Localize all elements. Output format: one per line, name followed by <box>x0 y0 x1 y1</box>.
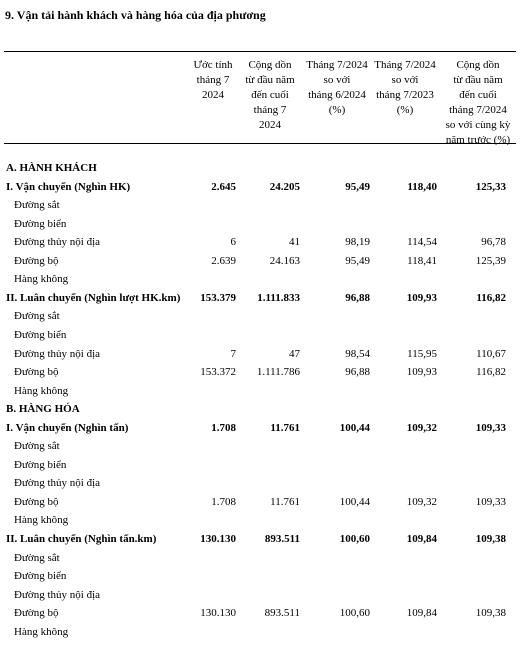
table-row <box>0 236 522 254</box>
group-label: I. Vận chuyển (Nghìn HK) <box>6 180 131 193</box>
column-header-3 <box>304 58 370 118</box>
table-row <box>0 552 522 570</box>
table-row <box>0 496 522 514</box>
table-row <box>0 181 522 199</box>
table-row <box>0 162 522 180</box>
cell-value: 109,84 <box>406 607 437 620</box>
row-label: Đường sắt <box>14 440 60 453</box>
cell-value: 114,54 <box>407 236 437 249</box>
cell-value: 109,38 <box>475 533 506 545</box>
cell-value: 1.111.833 <box>257 291 300 304</box>
column-header-line: đến cuối <box>251 89 289 101</box>
cell-value: 110,67 <box>476 347 506 360</box>
table-row <box>0 310 522 328</box>
table-row <box>0 607 522 625</box>
column-header-line: từ đầu năm <box>453 74 503 86</box>
column-header-2 <box>236 58 304 133</box>
cell-value: 118,40 <box>407 180 437 193</box>
cell-value: 24.163 <box>269 254 300 267</box>
table-row <box>0 589 522 607</box>
row-label: Đường thủy nội địa <box>14 588 101 601</box>
row-label: Đường biển <box>14 328 67 341</box>
row-label: Đường sắt <box>14 199 60 212</box>
table-row <box>0 403 522 421</box>
cell-value: 130.130 <box>200 607 236 620</box>
column-header-line: Ước tính <box>193 59 233 71</box>
cell-value: 1.708 <box>211 495 236 508</box>
column-header-line: so với <box>391 74 419 86</box>
column-header-line: tháng 7/2024 <box>449 104 507 116</box>
cell-value: 153.372 <box>200 366 236 379</box>
table-row <box>0 292 522 310</box>
row-label: Đường bộ <box>14 495 59 508</box>
section-heading: A. HÀNH KHÁCH <box>6 162 97 174</box>
column-header-line: 2024 <box>259 119 281 131</box>
cell-value: 893.511 <box>264 607 300 620</box>
column-header-line: tháng 7 <box>196 74 230 86</box>
column-header-line: (%) <box>328 104 346 116</box>
cell-value: 893.511 <box>264 533 300 545</box>
table-row <box>0 459 522 477</box>
group-label: II. Luân chuyển (Nghìn tấn.km) <box>6 533 157 545</box>
column-header-line: Tháng 7/2024 <box>374 59 436 71</box>
column-header-4 <box>371 58 439 118</box>
cell-value: 7 <box>230 347 236 360</box>
cell-value: 41 <box>289 236 300 249</box>
cell-value: 125,33 <box>475 180 506 193</box>
cell-value: 11.761 <box>270 495 300 508</box>
row-label: Đường biển <box>14 217 67 230</box>
cell-value: 109,33 <box>475 421 506 434</box>
cell-value: 100,44 <box>339 495 370 508</box>
cell-value: 96,78 <box>481 236 506 249</box>
cell-value: 47 <box>289 347 300 360</box>
cell-value: 109,38 <box>475 607 506 620</box>
column-header-line: Cộng dồn <box>248 59 292 71</box>
cell-value: 6 <box>230 236 236 249</box>
cell-value: 2.639 <box>211 254 236 267</box>
column-header-line: đến cuối <box>459 89 497 101</box>
cell-value: 11.761 <box>270 421 300 434</box>
cell-value: 130.130 <box>200 533 236 545</box>
row-label: Đường sắt <box>14 310 60 323</box>
page-title: 9. Vận tải hành khách và hàng hóa của địa phương <box>5 8 266 22</box>
column-header-line: Cộng dồn <box>456 59 500 71</box>
cell-value: 116,82 <box>476 291 506 304</box>
table-row <box>0 329 522 347</box>
cell-value: 118,41 <box>407 254 437 267</box>
row-label: Hàng không <box>14 514 69 527</box>
table-row <box>0 477 522 495</box>
table-row <box>0 422 522 440</box>
section-heading: B. HÀNG HÓA <box>6 403 80 416</box>
cell-value: 24.205 <box>269 180 300 193</box>
cell-value: 1.111.786 <box>256 366 300 379</box>
table-row <box>0 255 522 273</box>
column-header-line: tháng 7/2023 <box>376 89 434 101</box>
table-row <box>0 440 522 458</box>
table-row <box>0 348 522 366</box>
cell-value: 96,88 <box>345 366 370 379</box>
cell-value: 109,93 <box>406 366 437 379</box>
row-label: Đường bộ <box>14 254 59 267</box>
row-label: Đường bộ <box>14 607 59 620</box>
cell-value: 115,95 <box>407 347 437 360</box>
column-header-line: so với <box>323 74 351 86</box>
cell-value: 109,33 <box>475 495 506 508</box>
cell-value: 1.708 <box>211 421 236 434</box>
column-header-line: (%) <box>396 104 414 116</box>
table-row <box>0 199 522 217</box>
table-row <box>0 514 522 532</box>
cell-value: 109,32 <box>406 421 437 434</box>
cell-value: 109,32 <box>406 495 437 508</box>
table-row <box>0 385 522 403</box>
row-label: Đường thủy nội địa <box>14 347 101 360</box>
column-header-line: Tháng 7/2024 <box>306 59 368 71</box>
cell-value: 100,60 <box>339 607 370 620</box>
cell-value: 98,54 <box>345 347 370 360</box>
row-label: Hàng không <box>14 625 69 638</box>
table-row <box>0 218 522 236</box>
table-top-rule <box>4 51 516 52</box>
row-label: Đường sắt <box>14 551 60 564</box>
table-row <box>0 626 522 644</box>
cell-value: 96,88 <box>345 291 370 304</box>
cell-value: 95,49 <box>345 180 370 193</box>
table-row <box>0 366 522 384</box>
cell-value: 98,19 <box>345 236 370 249</box>
group-label: II. Luân chuyển (Nghìn lượt HK.km) <box>6 291 181 304</box>
column-header-line: 2024 <box>202 89 224 101</box>
table-row <box>0 533 522 551</box>
cell-value: 2.645 <box>211 180 236 193</box>
column-header-line: năm trước (%) <box>445 134 511 146</box>
row-label: Đường bộ <box>14 366 59 379</box>
row-label: Đường thủy nội địa <box>14 477 101 490</box>
row-label: Đường thủy nội địa <box>14 236 101 249</box>
row-label: Hàng không <box>14 273 69 286</box>
table-row <box>0 273 522 291</box>
column-header-line: tháng 6/2024 <box>308 89 366 101</box>
cell-value: 109,93 <box>406 291 437 304</box>
cell-value: 109,84 <box>406 533 437 545</box>
column-header-line: tháng 7 <box>253 104 287 116</box>
row-label: Đường biển <box>14 570 67 583</box>
cell-value: 125,39 <box>475 254 506 267</box>
column-header-5 <box>439 58 517 148</box>
row-label: Hàng không <box>14 384 69 397</box>
cell-value: 153.379 <box>200 291 236 304</box>
column-header-line: từ đầu năm <box>245 74 295 86</box>
table-row <box>0 570 522 588</box>
cell-value: 100,60 <box>339 533 370 545</box>
cell-value: 95,49 <box>345 254 370 267</box>
column-header-line: so với cùng kỳ <box>445 119 511 131</box>
cell-value: 100,44 <box>339 421 370 434</box>
cell-value: 116,82 <box>476 366 506 379</box>
row-label: Đường biển <box>14 458 67 471</box>
group-label: I. Vận chuyển (Nghìn tấn) <box>6 421 129 434</box>
